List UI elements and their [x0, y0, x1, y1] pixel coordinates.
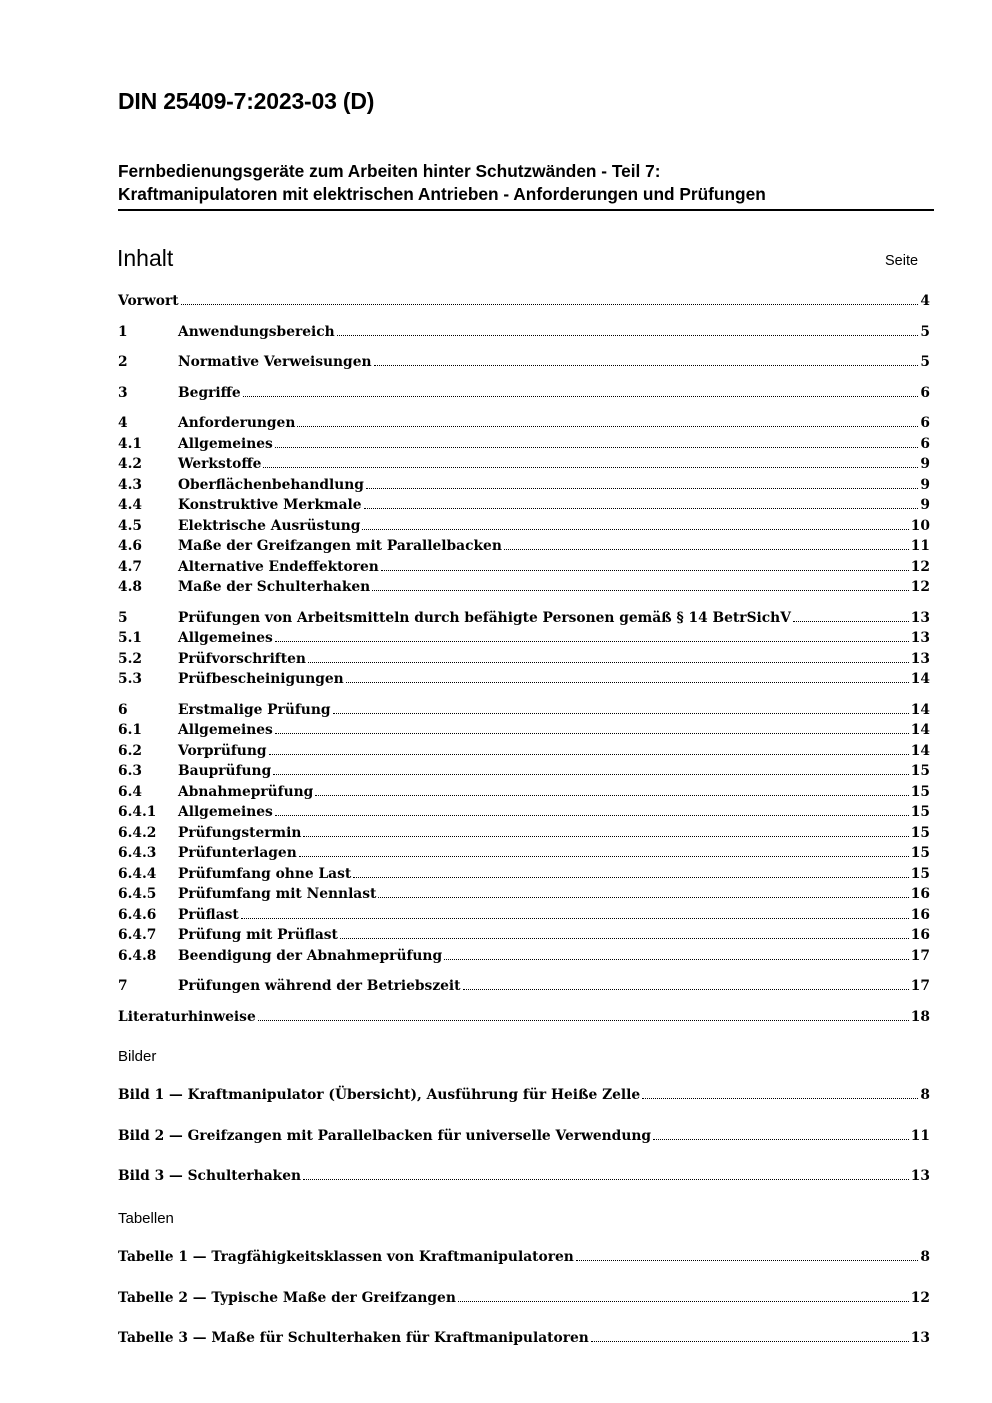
entry-page-number: 17	[910, 948, 930, 964]
entry-page-number: 15	[910, 804, 930, 820]
subtitle-line-1: Fernbedienungsgeräte zum Arbeiten hinter Schutzwänden - Teil 7:	[118, 161, 661, 181]
dot-leader	[269, 754, 909, 755]
entry-title: Prüfumfang ohne Last	[178, 866, 352, 882]
entry-number: 4.6	[118, 538, 143, 554]
entry-number: 6.4.8	[118, 948, 157, 964]
toc-entry[interactable]	[118, 559, 930, 578]
entry-page-number: 15	[910, 784, 930, 800]
entry-page-number: 15	[910, 866, 930, 882]
dot-leader	[353, 877, 909, 878]
entry-page-number: 5	[920, 324, 930, 340]
dot-leader	[337, 335, 919, 336]
entry-page-number: 12	[910, 559, 930, 575]
entry-page-number: 14	[910, 722, 930, 738]
entry-number: 5	[118, 610, 128, 626]
toc-entry[interactable]	[118, 804, 930, 823]
toc-entry[interactable]	[118, 825, 930, 844]
entry-title: Werkstoffe	[178, 456, 262, 472]
entry-page-number: 15	[910, 825, 930, 841]
entry-title: Alternative Endeffektoren	[178, 559, 379, 575]
entry-number: 6.4.7	[118, 927, 157, 943]
dot-leader	[793, 621, 909, 622]
entry-number: 6.4.2	[118, 825, 157, 841]
entry-number: 6	[118, 702, 128, 718]
entry-title: Erstmalige Prüfung	[178, 702, 331, 718]
dot-leader	[381, 570, 909, 571]
entry-page-number: 11	[910, 538, 930, 554]
entry-page-number: 6	[920, 415, 930, 431]
entry-title: Bild 1 — Kraftmanipulator (Übersicht), Ausführung für Heiße Zelle	[118, 1087, 641, 1103]
entry-title: Prüfumfang mit Nennlast	[178, 886, 377, 902]
toc-entry[interactable]	[118, 722, 930, 741]
entry-title: Anwendungsbereich	[178, 324, 335, 340]
toc-entry[interactable]	[118, 845, 930, 864]
entry-page-number: 15	[910, 763, 930, 779]
entry-page-number: 12	[910, 1290, 930, 1306]
entry-number: 4.2	[118, 456, 143, 472]
toc-entry[interactable]	[118, 293, 930, 312]
entry-page-number: 14	[910, 702, 930, 718]
entry-page-number: 18	[910, 1009, 930, 1025]
entry-title: Normative Verweisungen	[178, 354, 372, 370]
toc-entry[interactable]	[118, 948, 930, 967]
entry-title: Begriffe	[178, 385, 241, 401]
entry-page-number: 5	[920, 354, 930, 370]
dot-leader	[642, 1098, 918, 1099]
toc-entry[interactable]	[118, 907, 930, 926]
entry-page-number: 9	[920, 497, 930, 513]
entry-page-number: 14	[910, 743, 930, 759]
dot-leader	[275, 641, 909, 642]
toc-entry[interactable]	[118, 497, 930, 516]
dot-leader	[303, 836, 908, 837]
toc-entry[interactable]	[118, 784, 930, 803]
entry-page-number: 9	[920, 456, 930, 472]
entry-page-number: 16	[910, 886, 930, 902]
page-column-label: Seite	[885, 253, 919, 269]
entry-number: 6.3	[118, 763, 143, 779]
entry-page-number: 15	[910, 845, 930, 861]
entry-number: 5.1	[118, 630, 143, 646]
toc-entry[interactable]	[118, 385, 930, 404]
dot-leader	[591, 1341, 909, 1342]
entry-number: 6.4.1	[118, 804, 157, 820]
entry-title: Literaturhinweise	[118, 1009, 256, 1025]
toc-entry[interactable]	[118, 354, 930, 373]
dot-leader	[315, 795, 908, 796]
toc-entry[interactable]	[118, 1009, 930, 1028]
entry-page-number: 13	[910, 1168, 930, 1184]
toc-entry[interactable]	[118, 456, 930, 475]
entry-number: 6.4.4	[118, 866, 157, 882]
toc-entry[interactable]	[118, 610, 930, 629]
toc-entry[interactable]	[118, 518, 930, 537]
entry-number: 3	[118, 385, 128, 401]
entry-page-number: 8	[920, 1249, 930, 1265]
entry-page-number: 13	[910, 630, 930, 646]
dot-leader	[444, 959, 909, 960]
entry-number: 6.2	[118, 743, 143, 759]
dot-leader	[366, 488, 918, 489]
entry-title: Allgemeines	[178, 722, 273, 738]
dot-leader	[297, 426, 918, 427]
entry-page-number: 17	[910, 978, 930, 994]
entry-number: 6.4	[118, 784, 143, 800]
toc-entry[interactable]	[118, 866, 930, 885]
document-subtitle	[118, 160, 934, 211]
entry-number: 6.4.3	[118, 845, 157, 861]
entry-title: Tabelle 1 — Tragfähigkeitsklassen von Kraftmanipulatoren	[118, 1249, 574, 1265]
toc-entry[interactable]	[118, 763, 930, 782]
entry-page-number: 4	[920, 293, 930, 309]
entry-number: 5.2	[118, 651, 143, 667]
dot-leader	[576, 1260, 919, 1261]
table-entry[interactable]	[118, 1249, 930, 1268]
entry-number: 4.7	[118, 559, 143, 575]
entry-number: 4.5	[118, 518, 143, 534]
figure-entry[interactable]	[118, 1087, 930, 1106]
entry-page-number: 13	[910, 651, 930, 667]
entry-page-number: 13	[910, 1330, 930, 1346]
table-entry[interactable]	[118, 1290, 930, 1309]
dot-leader	[378, 897, 908, 898]
entry-title: Prüfungen von Arbeitsmitteln durch befähigte Personen gemäß § 14 BetrSichV	[178, 610, 791, 626]
entry-title: Anforderungen	[178, 415, 296, 431]
entry-title: Prüfungstermin	[178, 825, 302, 841]
toc-entry[interactable]	[118, 324, 930, 343]
dot-leader	[303, 1179, 909, 1180]
entry-page-number: 14	[910, 671, 930, 687]
dot-leader	[458, 1301, 909, 1302]
entry-number: 4.8	[118, 579, 143, 595]
entry-number: 6.4.6	[118, 907, 157, 923]
entry-title: Bauprüfung	[178, 763, 272, 779]
toc-entry[interactable]	[118, 651, 930, 670]
dot-leader	[241, 918, 909, 919]
entry-page-number: 9	[920, 477, 930, 493]
entry-number: 7	[118, 978, 128, 994]
dot-leader	[273, 774, 909, 775]
entry-number: 6.4.5	[118, 886, 157, 902]
entry-page-number: 11	[910, 1128, 930, 1144]
figure-entry[interactable]	[118, 1128, 930, 1147]
toc-entry[interactable]	[118, 477, 930, 496]
entry-page-number: 16	[910, 907, 930, 923]
entry-page-number: 12	[910, 579, 930, 595]
figures-heading: Bilder	[118, 1048, 157, 1065]
entry-title: Prüfbescheinigungen	[178, 671, 344, 687]
toc-entry[interactable]	[118, 978, 930, 997]
entry-title: Abnahmeprüfung	[178, 784, 314, 800]
entry-number: 4.1	[118, 436, 143, 452]
dot-leader	[275, 733, 909, 734]
entry-title: Vorwort	[118, 293, 179, 309]
entry-title: Maße der Greifzangen mit Parallelbacken	[178, 538, 502, 554]
entry-title: Beendigung der Abnahmeprüfung	[178, 948, 443, 964]
dot-leader	[346, 682, 909, 683]
entry-title: Prüfung mit Prüflast	[178, 927, 338, 943]
toc-heading: Inhalt	[117, 245, 174, 271]
document-title: DIN 25409-7:2023-03 (D)	[118, 88, 375, 114]
dot-leader	[243, 396, 919, 397]
entry-page-number: 16	[910, 927, 930, 943]
entry-title: Bild 3 — Schulterhaken	[118, 1168, 302, 1184]
entry-number: 4.4	[118, 497, 143, 513]
toc-entry[interactable]	[118, 436, 930, 455]
entry-number: 6.1	[118, 722, 143, 738]
dot-leader	[308, 662, 909, 663]
entry-number: 4.3	[118, 477, 143, 493]
entry-title: Bild 2 — Greifzangen mit Parallelbacken für universelle Verwendung	[118, 1128, 652, 1144]
entry-title: Maße der Schulterhaken	[178, 579, 371, 595]
entry-title: Oberflächenbehandlung	[178, 477, 364, 493]
entry-title: Prüfungen während der Betriebszeit	[178, 978, 461, 994]
entry-title: Allgemeines	[178, 804, 273, 820]
entry-page-number: 8	[920, 1087, 930, 1103]
toc-entry[interactable]	[118, 671, 930, 690]
dot-leader	[181, 304, 919, 305]
tables-heading: Tabellen	[118, 1210, 174, 1227]
toc-entry[interactable]	[118, 927, 930, 946]
entry-number: 4	[118, 415, 128, 431]
entry-title: Vorprüfung	[178, 743, 267, 759]
entry-title: Allgemeines	[178, 630, 273, 646]
dot-leader	[263, 467, 918, 468]
dot-leader	[275, 815, 909, 816]
dot-leader	[372, 590, 909, 591]
entry-title: Konstruktive Merkmale	[178, 497, 362, 513]
entry-number: 2	[118, 354, 128, 370]
dot-leader	[653, 1139, 909, 1140]
dot-leader	[299, 856, 909, 857]
toc-entry[interactable]	[118, 743, 930, 762]
entry-title: Elektrische Ausrüstung	[178, 518, 361, 534]
dot-leader	[258, 1020, 909, 1021]
entry-title: Prüfvorschriften	[178, 651, 306, 667]
entry-page-number: 6	[920, 436, 930, 452]
toc-entry[interactable]	[118, 415, 930, 434]
entry-page-number: 10	[910, 518, 930, 534]
entry-title: Tabelle 3 — Maße für Schulterhaken für Kraftmanipulatoren	[118, 1330, 589, 1346]
entry-title: Tabelle 2 — Typische Maße der Greifzangen	[118, 1290, 456, 1306]
dot-leader	[275, 447, 919, 448]
dot-leader	[333, 713, 909, 714]
figure-entry[interactable]	[118, 1168, 930, 1187]
entry-number: 1	[118, 324, 128, 340]
dot-leader	[364, 508, 919, 509]
toc-entry[interactable]	[118, 579, 930, 598]
subtitle-line-2: Kraftmanipulatoren mit elektrischen Antrieben - Anforderungen und Prüfungen	[118, 184, 766, 204]
table-entry[interactable]	[118, 1330, 930, 1349]
dot-leader	[463, 989, 909, 990]
entry-title: Prüflast	[178, 907, 239, 923]
toc-entry[interactable]	[118, 630, 930, 649]
dot-leader	[504, 549, 909, 550]
toc-entry[interactable]	[118, 886, 930, 905]
entry-page-number: 13	[910, 610, 930, 626]
entry-page-number: 6	[920, 385, 930, 401]
entry-number: 5.3	[118, 671, 143, 687]
dot-leader	[362, 529, 908, 530]
entry-title: Allgemeines	[178, 436, 273, 452]
dot-leader	[340, 938, 909, 939]
toc-entry[interactable]	[118, 702, 930, 721]
dot-leader	[374, 365, 919, 366]
toc-entry[interactable]	[118, 538, 930, 557]
entry-title: Prüfunterlagen	[178, 845, 297, 861]
